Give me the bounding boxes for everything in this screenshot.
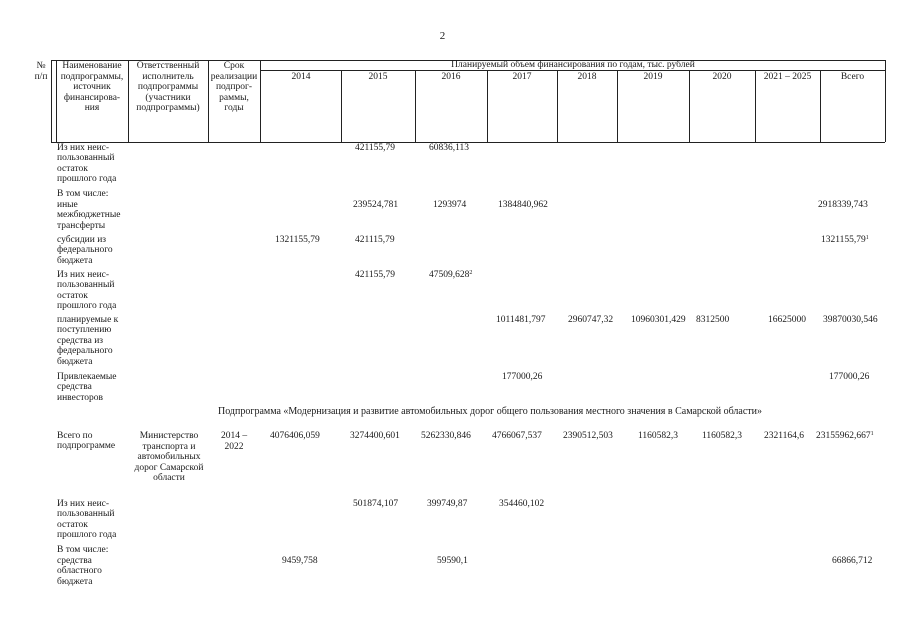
- header-executor: Ответственный исполнитель подпрограммы (участники подпрограммы): [136, 61, 200, 113]
- row-label: Из них неис-пользованный остаток прошлого года: [57, 143, 117, 185]
- cell-2020: 1160582,3: [702, 431, 743, 441]
- cell-2017: 354460,102: [499, 499, 545, 509]
- row-label: средства областного бюджета: [57, 556, 102, 587]
- cell-2017: 4766067,537: [492, 431, 542, 441]
- footnote-mark: 1: [865, 235, 869, 241]
- cell-2015: 421115,79: [355, 235, 395, 245]
- cell-2016-value: 47509,628: [429, 270, 470, 280]
- cell-total: 177000,26: [829, 372, 870, 382]
- cell-total: 39870030,546: [823, 315, 878, 325]
- header-plan: Планируемый объем финансирования по годам, тыс. рублей: [451, 60, 695, 70]
- cell-2021-2025: 16625000: [768, 315, 806, 325]
- footnote-mark: 1: [870, 431, 874, 437]
- cell-2018: 2960747,32: [568, 315, 614, 325]
- cell-2017: 177000,26: [502, 372, 543, 382]
- cell-2019: 1160582,3: [638, 431, 679, 441]
- header-year: Всего: [840, 72, 865, 82]
- header-term: Срок реализации подпрог-раммы, годы: [210, 61, 258, 113]
- cell-2016: 1293974: [433, 200, 467, 210]
- cell-term: 2014 – 2022: [220, 431, 248, 452]
- row-label: субсидии из федерального бюджета: [57, 235, 113, 266]
- cell-total-value: 23155962,667: [816, 431, 871, 441]
- cell-2016: 59590,1: [437, 556, 468, 566]
- row-label: Из них неис-пользованный остаток прошлого года: [57, 499, 117, 541]
- cell-2015: 3274400,601: [350, 431, 400, 441]
- cell-2017: 1011481,797: [496, 315, 546, 325]
- cell-total: [816, 431, 874, 442]
- cell-2016: 5262330,846: [421, 431, 471, 441]
- cell-2016: 60836,113: [429, 143, 470, 153]
- header-name: Наименование подпрограммы, источник финансирова-ния: [60, 61, 124, 113]
- cell-2018: 2390512,503: [563, 431, 613, 441]
- cell-2020: 8312500: [696, 315, 730, 325]
- cell-2015: 421155,79: [355, 143, 396, 153]
- header-year: 2020: [712, 72, 732, 82]
- cell-2014: 1321155,79: [275, 235, 320, 245]
- cell-2015: 501874,107: [353, 499, 399, 509]
- header-year: 2014: [291, 72, 311, 82]
- cell-2017: 1384840,962: [498, 200, 548, 210]
- header-year: 2015: [368, 72, 388, 82]
- cell-total: 2918339,743: [818, 200, 868, 210]
- row-label: В том числе:: [57, 189, 109, 199]
- cell-2015: 421155,79: [355, 270, 396, 280]
- page-number: 2: [439, 30, 446, 42]
- cell-total: 66866,712: [832, 556, 873, 566]
- row-label: планируемые к поступлению средства из федерального бюджета: [57, 315, 119, 367]
- header-year: 2017: [512, 72, 532, 82]
- footnote-mark: 2: [469, 270, 473, 276]
- cell-2019: 10960301,429: [631, 315, 686, 325]
- row-label: В том числе:: [57, 545, 109, 555]
- col-border: [56, 60, 57, 142]
- header-number: № п/п: [34, 61, 48, 82]
- cell-2016: [429, 270, 472, 281]
- cell-2014: 4076406,059: [270, 431, 320, 441]
- header-year: 2019: [643, 72, 663, 82]
- header-year: 2018: [577, 72, 597, 82]
- row-label: Привлекаемые средства инвесторов: [57, 372, 117, 403]
- cell-2021-2025: 2321164,6: [764, 431, 805, 441]
- cell-2016: 399749,87: [427, 499, 468, 509]
- header-year: 2016: [441, 72, 461, 82]
- row-label: иные межбюджетные трансферты: [57, 200, 121, 231]
- col-border: [128, 60, 129, 142]
- cell-total: [821, 235, 869, 246]
- col-border: [885, 60, 886, 142]
- cell-executor: Министерство транспорта и автомобильных дорог Самарской области: [134, 431, 204, 483]
- row-label: Из них неис-пользованный остаток прошлого года: [57, 270, 117, 312]
- header-year: 2021 – 2025: [763, 72, 812, 82]
- subprogram-title: Подпрограмма «Модернизация и развитие автомобильных дорог общего пользования местного значения в Самарской области»: [217, 406, 763, 417]
- row-label: Всего по подпрограмме: [57, 431, 116, 452]
- cell-2014: 9459,758: [282, 556, 318, 566]
- cell-total-value: 1321155,79: [821, 235, 866, 245]
- cell-2015: 239524,781: [353, 200, 399, 210]
